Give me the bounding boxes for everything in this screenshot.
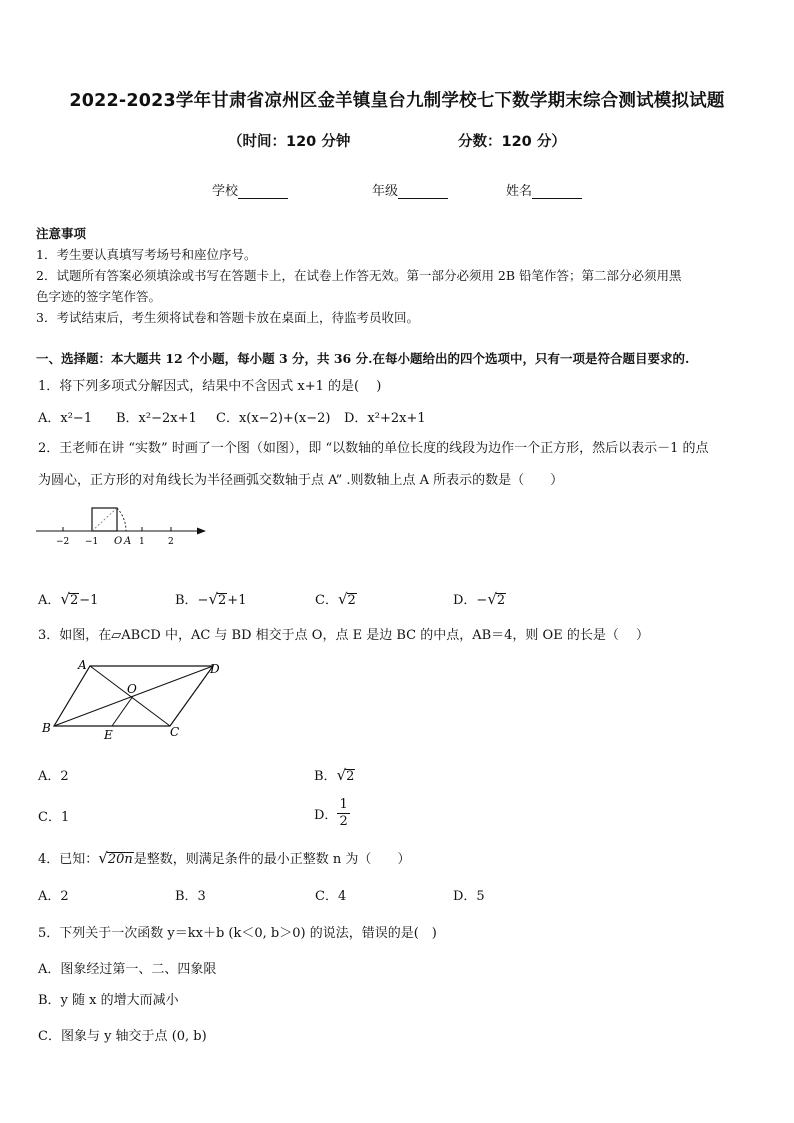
tick-label-2: 2 xyxy=(168,537,174,547)
q3-option-b[interactable]: B．√2 xyxy=(314,766,355,784)
grade-blank[interactable] xyxy=(398,186,448,199)
q3-option-d[interactable]: D． $\frac{1}{2}$ xyxy=(314,797,348,829)
point-a-label: A xyxy=(124,536,132,547)
vertex-c-label: C xyxy=(170,725,180,739)
q1-stem: 1．将下列多项式分解因式，结果中不含因式 x+1 的是( ) xyxy=(38,379,382,394)
point-e-label: E xyxy=(104,728,113,742)
q1-option-b[interactable]: B．x²−2x+1 xyxy=(116,411,197,426)
square-diagonal xyxy=(92,508,117,531)
q2-option-b[interactable]: B．−√2+1 xyxy=(175,590,247,608)
axis-arrow xyxy=(197,528,206,535)
vertex-d-label: D xyxy=(210,662,220,676)
q2-option-a[interactable]: A．√2−1 xyxy=(38,590,99,608)
grade-field[interactable] xyxy=(372,180,448,199)
tick-label-minus1: −1 xyxy=(85,537,99,547)
q5-option-c[interactable]: C．图象与 y 轴交于点 (0, b) xyxy=(38,1029,207,1044)
q2-stem-line2: 为圆心，正方形的对角线长为半径画弧交数轴于点 A” .则数轴上点 A 所表示的数是（ ） xyxy=(38,473,564,488)
q3-stem: 3．如图，在▱ABCD 中，AC 与 BD 相交于点 O，点 E 是边 BC 的中点，AB＝4，则 OE 的长是（ ） xyxy=(38,628,649,643)
name-blank[interactable] xyxy=(532,186,582,199)
name-label: 姓名 xyxy=(506,184,533,199)
q1-option-a[interactable]: A．x²−1 xyxy=(38,411,93,426)
score-label: 分数：120 分） xyxy=(458,134,566,150)
notes-heading: 注意事项 xyxy=(36,226,87,241)
tick-label-1: 1 xyxy=(139,537,145,547)
name-field[interactable] xyxy=(506,180,582,199)
q5-stem: 5．下列关于一次函数 y＝kx＋b (k＜0, b＞0) 的说法，错误的是( ) xyxy=(38,926,437,941)
q2-option-c[interactable]: C．√2 xyxy=(315,590,356,608)
q4-option-c[interactable]: C．4 xyxy=(315,889,347,904)
notes-item-2-cont: 色字迹的签字笔作答。 xyxy=(36,289,162,304)
q5-option-a[interactable]: A．图象经过第一、二、四象限 xyxy=(38,962,217,977)
diagonal-ac xyxy=(90,666,170,726)
school-blank[interactable] xyxy=(238,186,288,199)
vertex-a-label: A xyxy=(78,658,87,672)
section-heading: 一、选择题：本大题共 12 个小题，每小题 3 分，共 36 分.在每小题给出的四个选项中，只有一项是符合题目要求的. xyxy=(36,351,690,366)
parallelogram-figure xyxy=(36,652,236,747)
notes-item-3: 3．考试结束后，考生须将试卷和答题卡放在桌面上，待监考员收回。 xyxy=(36,310,419,325)
vertex-b-label: B xyxy=(42,721,51,735)
q5-option-b[interactable]: B．y 随 x 的增大而减小 xyxy=(38,993,179,1008)
origin-label: O xyxy=(114,536,123,547)
tick-label-minus2: −2 xyxy=(56,537,70,547)
q2-stem-line1: 2．王老师在讲 “实数” 时画了一个图（如图），即 “以数轴的单位长度的线段为边作一个正方形，然后以表示－1 的点 xyxy=(38,441,709,456)
q4-option-d[interactable]: D．5 xyxy=(453,889,485,904)
grade-label: 年级 xyxy=(372,184,399,199)
notes-item-2: 2．试题所有答案必须填涂或书写在答题卡上，在试卷上作答无效。第一部分必须用 2B 铅笔作答；第二部分必须用黑 xyxy=(36,268,682,283)
q3-option-c[interactable]: C．1 xyxy=(38,810,70,825)
time-label: （时间：120 分钟 xyxy=(228,134,351,150)
school-field[interactable] xyxy=(212,180,288,199)
q3-option-a[interactable]: A．2 xyxy=(38,769,69,784)
arc xyxy=(117,508,126,531)
q4-option-a[interactable]: A．2 xyxy=(38,889,69,904)
point-o-label: O xyxy=(127,682,137,696)
q4-option-b[interactable]: B．3 xyxy=(175,889,206,904)
notes-item-1: 1．考生要认真填写考场号和座位序号。 xyxy=(36,247,257,262)
number-line-figure xyxy=(30,500,215,552)
q4-stem: 4．已知：√20n是整数，则满足条件的最小正整数 n 为（ ） xyxy=(38,849,411,867)
q1-option-d[interactable]: D．x²+2x+1 xyxy=(344,411,426,426)
school-label: 学校 xyxy=(212,184,239,199)
q1-option-c[interactable]: C．x(x−2)+(x−2) xyxy=(216,411,331,426)
exam-title: 2022-2023学年甘肃省凉州区金羊镇皇台九制学校七下数学期末综合测试模拟试题 xyxy=(69,91,725,111)
q2-option-d[interactable]: D．−√2 xyxy=(453,590,506,608)
diagonal-bd xyxy=(54,666,213,726)
fraction-one-half: $\frac{1}{2}$ xyxy=(339,797,348,829)
